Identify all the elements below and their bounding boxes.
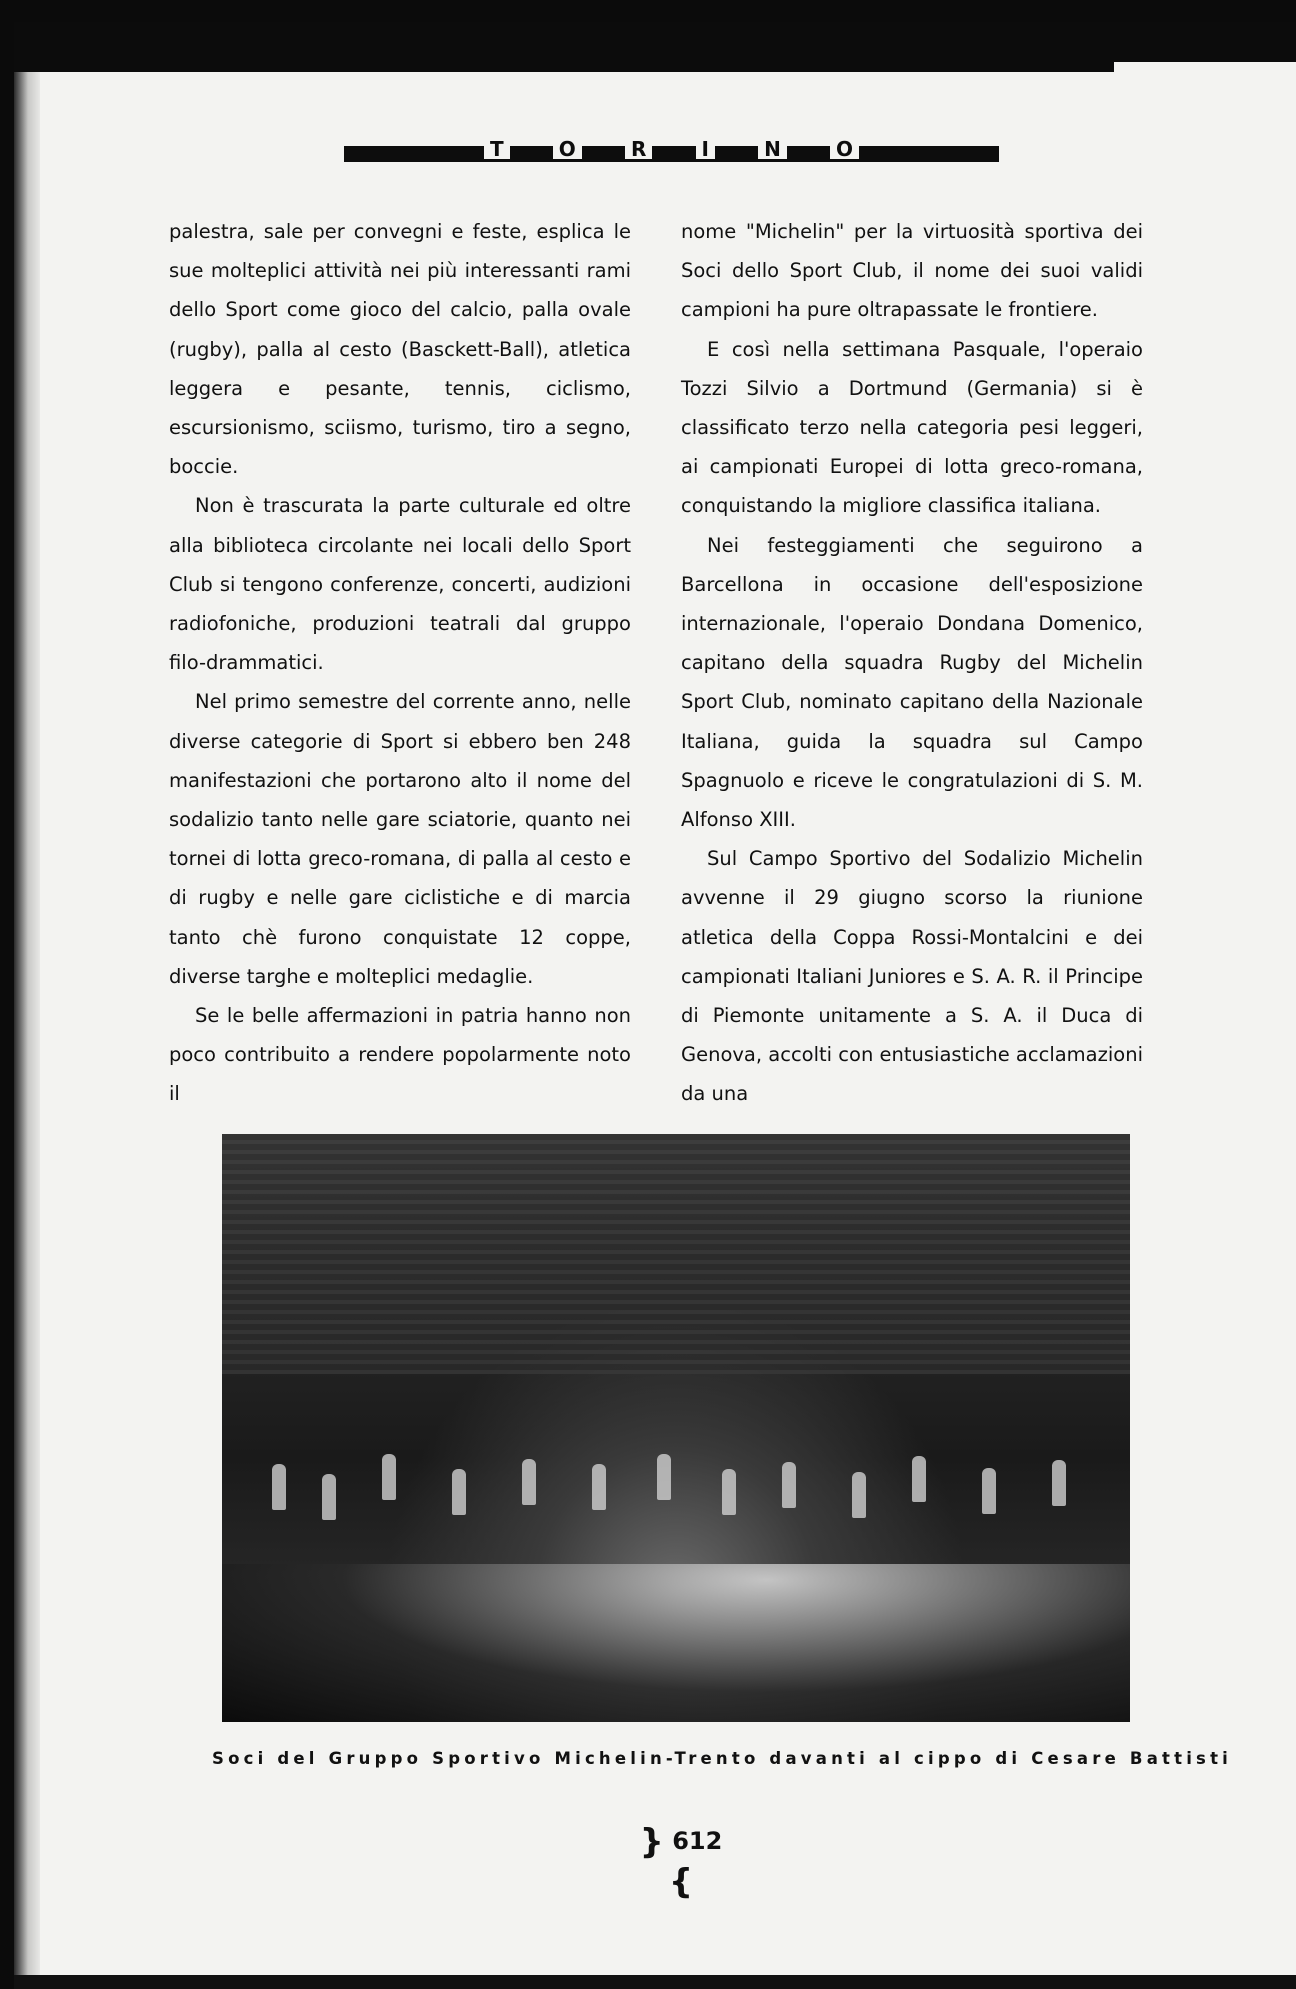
paragraph: Se le belle affermazioni in patria hanno non poco contribuito a rendere popolarmente noto il — [169, 1004, 631, 1106]
running-head-bar — [344, 136, 999, 162]
photo-figure — [912, 1456, 926, 1502]
left-margin-shadow — [14, 72, 40, 1989]
photo-people — [262, 1434, 1092, 1534]
paragraph: Sul Campo Sportivo del Sodalizio Michelin avvenne il 29 giugno scorso la riunione atletica della Coppa Rossi-Montalcini e dei campionati Italiani Juniores e S. A. R. il Principe di Piemonte unitamente a S. A. il Duca di Genova, accolti con entusiastiche acclamazioni da una — [681, 847, 1143, 1106]
photo-figure — [322, 1474, 336, 1520]
paragraph: nome "Michelin" per la virtuosità sportiva dei Soci dello Sport Club, il nome dei suoi validi campioni ha pure oltrapassate le frontiere. — [681, 220, 1143, 322]
running-head — [344, 134, 999, 164]
text-column-left — [169, 212, 631, 1114]
running-head-letter: O — [553, 139, 582, 159]
photo-figure — [782, 1462, 796, 1508]
photo-stone-wall — [222, 1134, 1130, 1374]
magazine-page — [14, 22, 1296, 1989]
top-black-band — [14, 22, 1296, 72]
running-head-letter: I — [696, 139, 715, 159]
bottom-black-band — [14, 1975, 1296, 1989]
page-number — [626, 1822, 736, 1902]
page-number-value: 612 — [672, 1827, 723, 1855]
running-head-letter: O — [830, 139, 859, 159]
photo-figure — [452, 1469, 466, 1515]
photo-figure — [592, 1464, 606, 1510]
paragraph: Nel primo semestre del corrente anno, nelle diverse categorie di Sport si ebbero ben 248 manifestazioni che portarono alto il nome del sodalizio tanto nelle gare sciatorie, quanto nei tornei di lotta greco-romana, di palla al cesto e di rugby e nelle gare ciclistiche e di marcia tanto chè furono conquistate 12 coppe, diverse targhe e molteplici medaglie. — [169, 690, 631, 988]
group-photo — [222, 1134, 1130, 1722]
photo-caption: Soci del Gruppo Sportivo Michelin-Trento davanti al cippo di Cesare Battisti — [212, 1749, 1233, 1768]
paragraph: Non è trascurata la parte culturale ed oltre alla biblioteca circolante nei locali dello Sport Club si tengono conferenze, concerti, audizioni radiofoniche, produzioni teatrali dal gruppo filo-drammatici. — [169, 494, 631, 675]
photo-figure — [272, 1464, 286, 1510]
top-band-notch — [1114, 62, 1296, 74]
photo-foreground — [222, 1564, 1130, 1722]
photo-figure — [522, 1459, 536, 1505]
ornament-left-icon: } — [639, 1822, 664, 1862]
paragraph: palestra, sale per convegni e feste, esplica le sue molteplici attività nei più interessanti rami dello Sport come gioco del calcio, palla ovale (rugby), palla al cesto (Basckett-Ball), atletica leggera e pesante, tennis, ciclismo, escursionismo, sciismo, turismo, tiro a segno, boccie. — [169, 220, 631, 479]
photo-figure — [982, 1468, 996, 1514]
photo-figure — [852, 1472, 866, 1518]
running-head-letter: T — [484, 139, 510, 159]
running-head-letter: N — [758, 139, 787, 159]
photo-figure — [382, 1454, 396, 1500]
paragraph: E così nella settimana Pasquale, l'operaio Tozzi Silvio a Dortmund (Germania) si è classificato terzo nella categoria pesi leggeri, ai campionati Europei di lotta greco-romana, conquistando la migliore classifica italiana. — [681, 337, 1143, 518]
photo-figure — [722, 1469, 736, 1515]
photo-figure — [1052, 1460, 1066, 1506]
paragraph: Nei festeggiamenti che seguirono a Barcellona in occasione dell'esposizione internazionale, l'operaio Dondana Domenico, capitano della squadra Rugby del Michelin Sport Club, nominato capitano della Nazionale Italiana, guida la squadra sul Campo Spagnuolo e riceve le congratulazioni di S. M. Alfonso XIII. — [681, 533, 1143, 832]
photo-figure — [657, 1454, 671, 1500]
text-column-right — [681, 212, 1143, 1114]
ornament-right-icon: { — [668, 1862, 694, 1902]
running-head-letter: R — [625, 139, 652, 159]
